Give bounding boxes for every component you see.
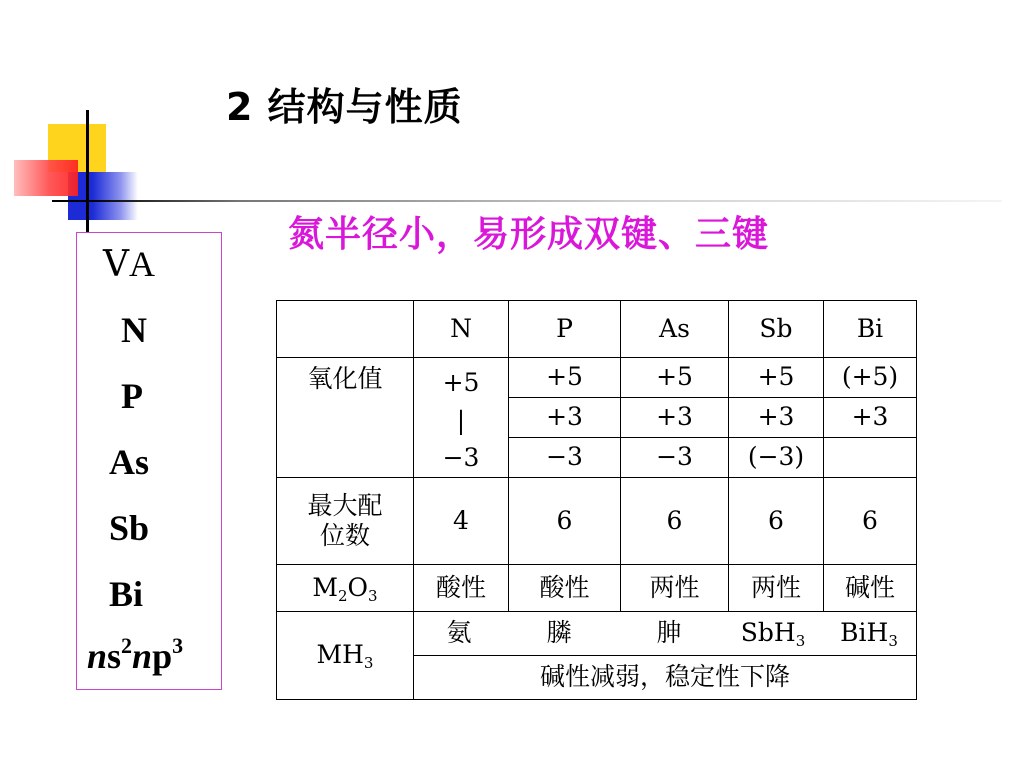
decor-horizontal-rule (52, 200, 1002, 202)
page-title: 2 结构与性质 (226, 85, 463, 129)
header-cell: As (621, 301, 729, 358)
table-row (277, 477, 917, 564)
ox-n-range: | (456, 405, 466, 435)
ox-n-max: +5 (442, 368, 480, 397)
hydride-nh3: 氨 (446, 618, 472, 647)
table-cell: 4 (414, 477, 509, 564)
table-cell: 6 (509, 477, 621, 564)
hydride-ph3: 膦 (546, 618, 572, 647)
table-cell: 6 (729, 477, 824, 564)
row-label-hydride: $MH_3$ (277, 611, 414, 699)
hydride-bih3: BiH$_3$ (840, 618, 898, 650)
ox-n-min: −3 (442, 443, 480, 472)
element-n: N (121, 310, 147, 350)
hydride-sbh3: SbH$_3$ (740, 618, 806, 650)
decor-vertical-line (86, 110, 89, 232)
table-cell: −3 (509, 437, 621, 477)
hydride-ash3: 胂 (656, 618, 682, 647)
table-cell: (+5) (824, 358, 917, 398)
table-cell: +5 (729, 358, 824, 398)
decor-blue-square (68, 172, 138, 220)
table-cell: +5 (621, 358, 729, 398)
header-cell: Sb (729, 301, 824, 358)
group-box (76, 232, 222, 690)
group-name: ⅤA (103, 244, 155, 284)
hydride-names-cell (414, 611, 917, 655)
table-cell: 酸性 (509, 564, 621, 611)
element-bi: Bi (109, 574, 144, 614)
element-sb: Sb (109, 508, 150, 548)
table-cell (277, 301, 414, 358)
table-header-row (277, 301, 917, 358)
table-cell: 6 (621, 477, 729, 564)
header-cell: N (414, 301, 509, 358)
table-cell: +5 (509, 358, 621, 398)
table-cell: +3 (509, 397, 621, 437)
table-cell: 6 (824, 477, 917, 564)
row-label-coordination: 最大配 位数 (277, 477, 414, 564)
table-cell: 两性 (729, 564, 824, 611)
table-cell: +3 (729, 397, 824, 437)
row-label-oxidation: 氧化值 (277, 358, 414, 478)
table-cell (824, 437, 917, 477)
row-label-oxide: $M_2O_3$ (277, 564, 414, 611)
header-cell: Bi (824, 301, 917, 358)
properties-table (276, 300, 917, 700)
hydride-trend-cell: 碱性减弱，稳定性下降 (414, 655, 917, 699)
header-cell: P (509, 301, 621, 358)
subtitle: 氮半径小，易形成双键、三键 (288, 214, 770, 255)
table-cell: 碱性 (824, 564, 917, 611)
table-cell: −3 (621, 437, 729, 477)
table-cell: 两性 (621, 564, 729, 611)
oxidation-n-cell (414, 358, 509, 478)
element-p: P (121, 376, 143, 416)
element-as: As (109, 442, 150, 482)
table-row (277, 358, 917, 398)
table-row (277, 564, 917, 611)
table-cell: +3 (824, 397, 917, 437)
table-cell: (−3) (729, 437, 824, 477)
table-cell: 酸性 (414, 564, 509, 611)
table-row (277, 611, 917, 655)
electron-config: $ns^2np^3$ (87, 633, 184, 676)
decor-red-square (14, 160, 78, 196)
table-cell: +3 (621, 397, 729, 437)
